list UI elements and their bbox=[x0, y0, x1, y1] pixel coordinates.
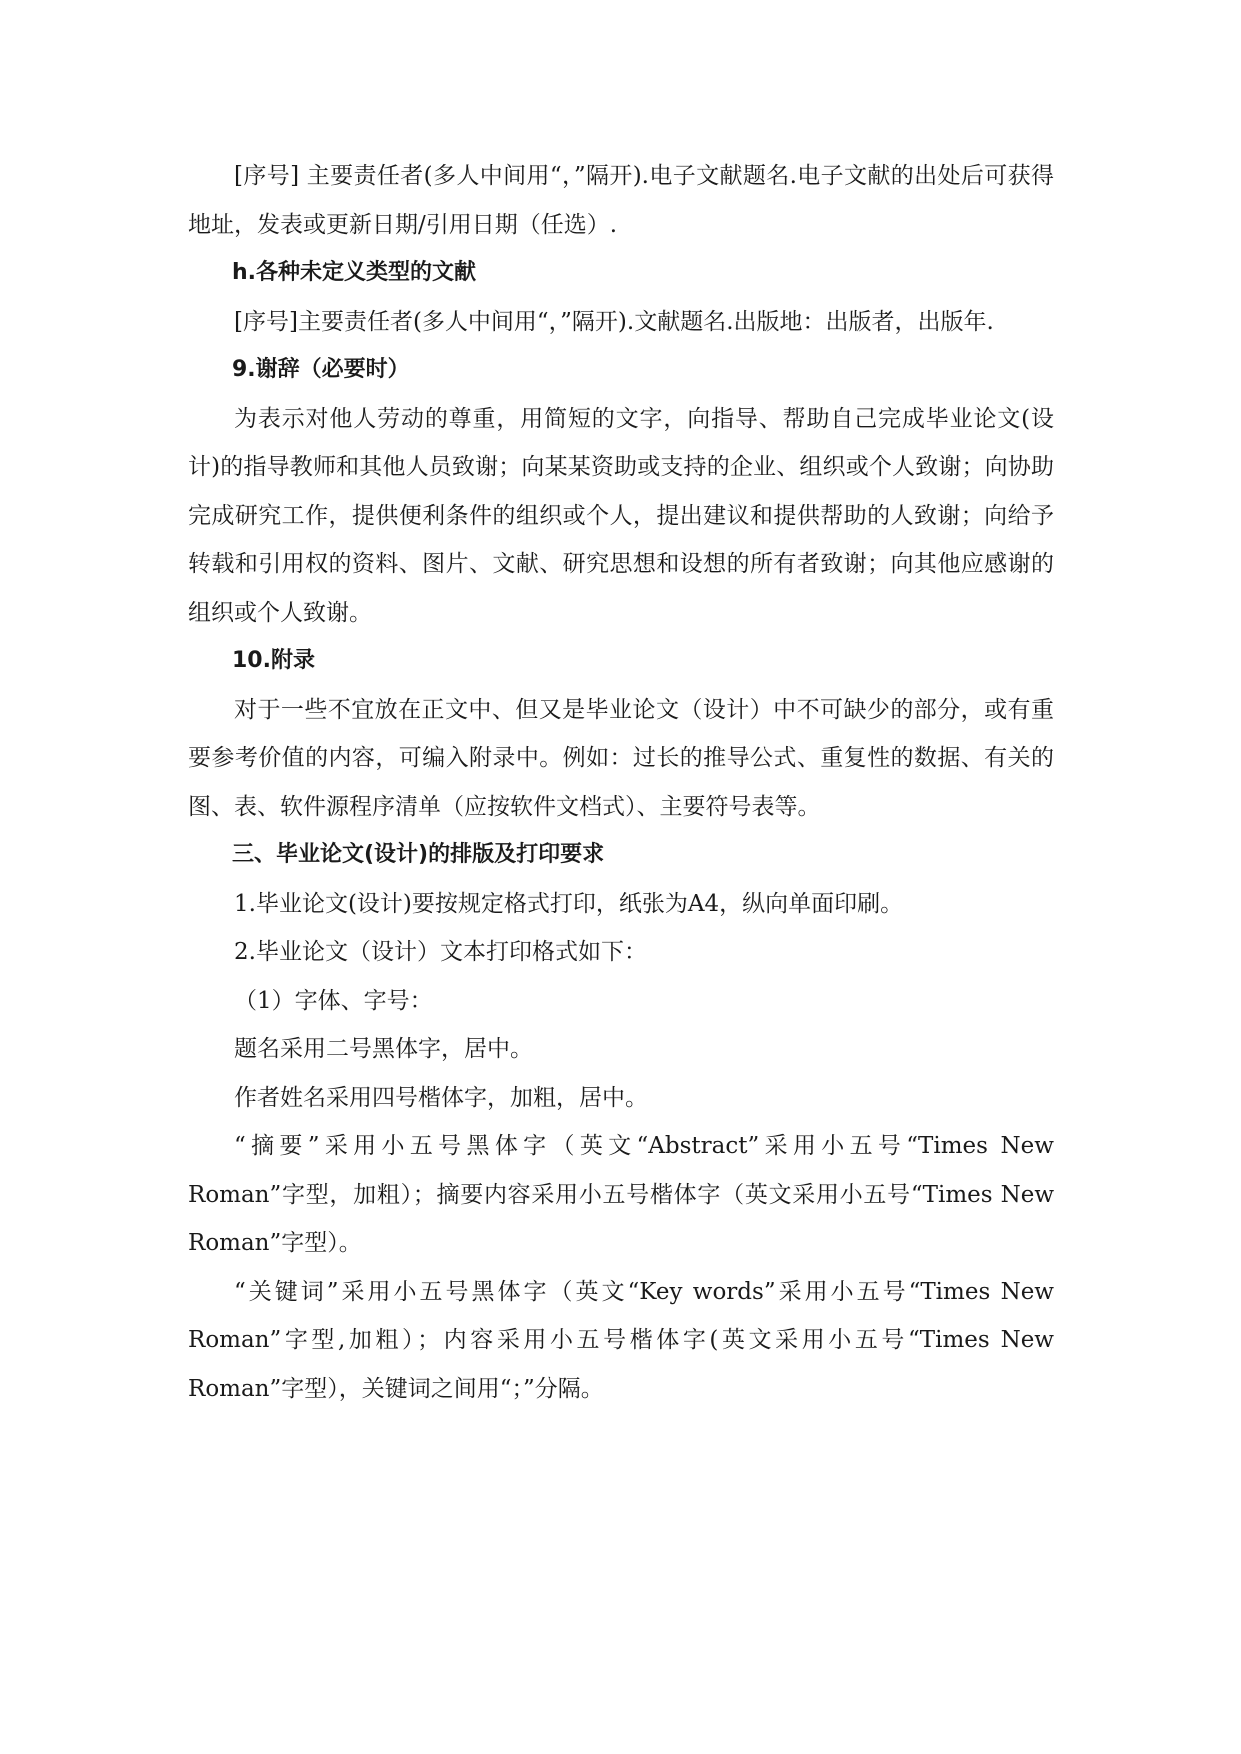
paragraph-electronic-reference-format: [序号] 主要责任者(多人中间用“，”隔开).电子文献题名.电子文献的出处后可获得地址，发表或更新日期/引用日期（任选）. bbox=[188, 163, 1054, 238]
heading-acknowledgements: 9.谢辞（必要时） bbox=[232, 357, 410, 382]
document-body bbox=[188, 152, 1054, 1413]
paragraph-author-font: 作者姓名采用四号楷体字，加粗，居中。 bbox=[234, 1084, 648, 1111]
paragraph-abstract-font: “摘要”采用小五号黑体字（英文“Abstract”采用小五号“Times New Roman”字型，加粗）；摘要内容采用小五号楷体字（英文采用小五号“Times New Roman”字型）。 bbox=[188, 1133, 1054, 1256]
paragraph-acknowledgements: 为表示对他人劳动的尊重，用简短的文字，向指导、帮助自己完成毕业论文(设计)的指导教师和其他人员致谢；向某某资助或支持的企业、组织或个人致谢；向协助完成研究工作，提供便利条件的组织或个人，提出建议和提供帮助的人致谢；向给予转载和引用权的资料、图片、文献、研究思想和设想的所有者致谢；向其他应感谢的组织或个人致谢。 bbox=[188, 405, 1054, 626]
paragraph-appendix: 对于一些不宜放在正文中、但又是毕业论文（设计）中不可缺少的部分，或有重要参考价值的内容，可编入附录中。例如：过长的推导公式、重复性的数据、有关的图、表、软件源程序清单（应按软件文档式）、主要符号表等。 bbox=[188, 696, 1054, 820]
paragraph-text-print-format: 2.毕业论文（设计）文本打印格式如下： bbox=[234, 939, 647, 965]
paragraph-font-size-heading: （1）字体、字号： bbox=[234, 987, 433, 1014]
paragraph-keywords-font: “关键词”采用小五号黑体字（英文“Key words”采用小五号“Times New Roman”字型,加粗）；内容采用小五号楷体字(英文采用小五号“Times New Roman”字型），关键词之间用“；”分隔。 bbox=[188, 1278, 1054, 1402]
paragraph-undefined-reference-format: [序号]主要责任者(多人中间用“，”隔开).文献题名.出版地：出版者，出版年. bbox=[234, 308, 994, 335]
paragraph-print-format: 1.毕业论文(设计)要按规定格式打印，纸张为A4，纵向单面印刷。 bbox=[234, 890, 904, 917]
paragraph-title-font: 题名采用二号黑体字，居中。 bbox=[234, 1036, 533, 1062]
heading-appendix: 10.附录 bbox=[232, 648, 315, 673]
heading-undefined-literature: h.各种未定义类型的文献 bbox=[232, 260, 477, 285]
heading-layout-requirements: 三、毕业论文(设计)的排版及打印要求 bbox=[232, 842, 605, 867]
